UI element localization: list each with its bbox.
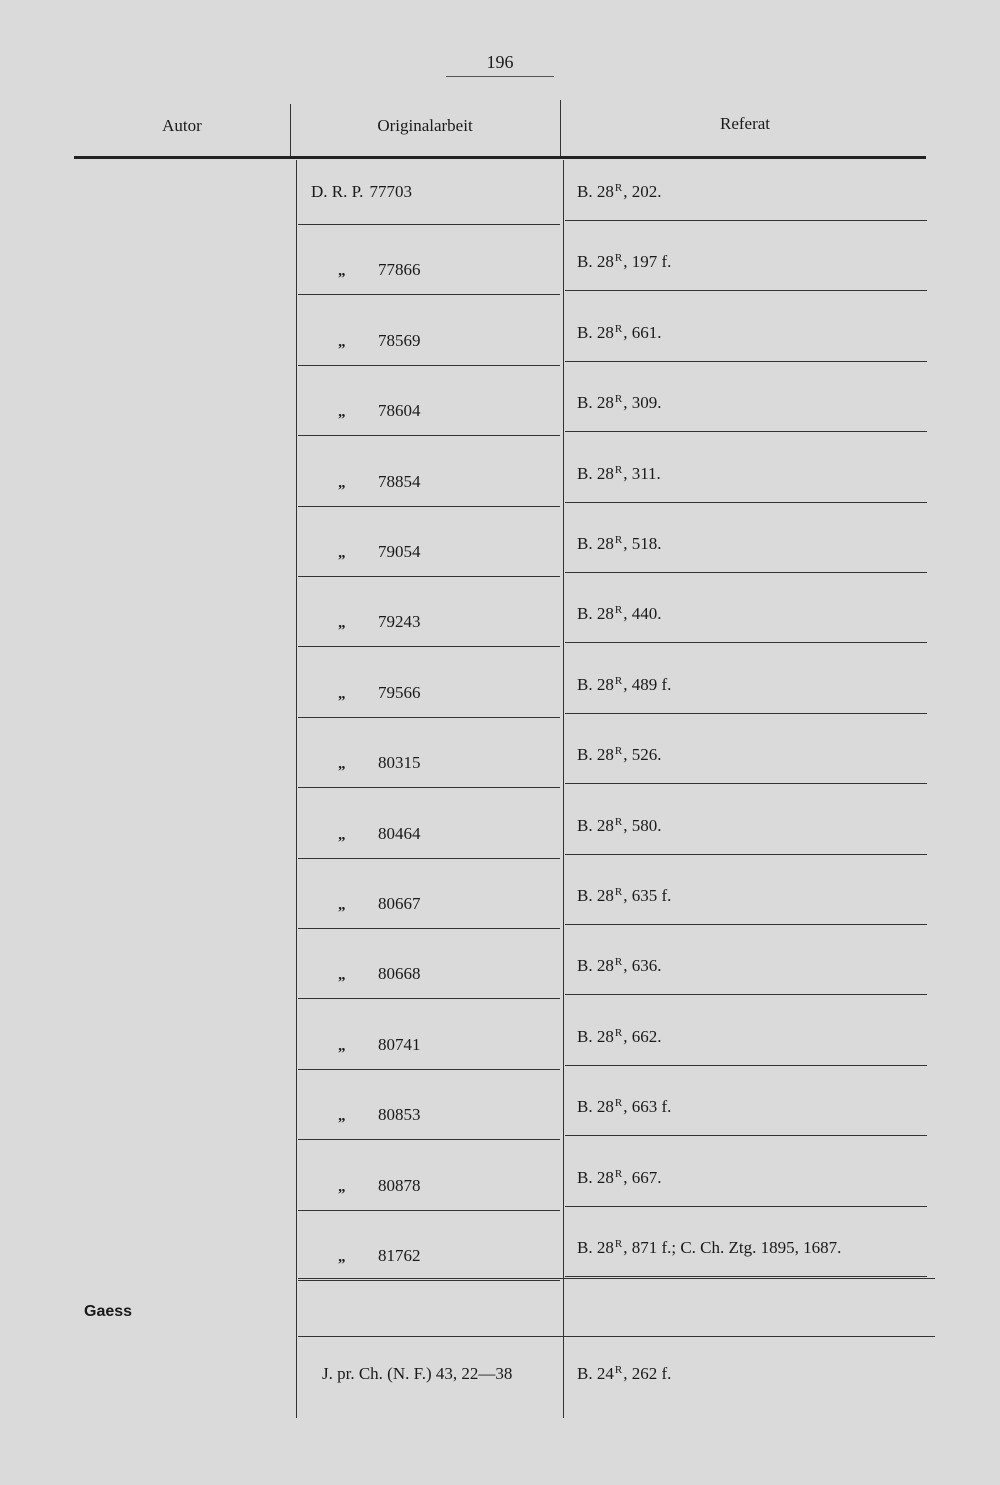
row-rule — [298, 576, 560, 577]
ref-superscript: R — [614, 1097, 623, 1109]
ref-prefix: B. 28 — [577, 252, 614, 271]
ref-rest: , 667. — [623, 1168, 662, 1187]
ref-rest: , 526. — [623, 745, 662, 764]
ref-superscript: R — [614, 1168, 623, 1180]
referat-cell — [577, 886, 671, 906]
referat-cell — [577, 745, 661, 765]
ref-prefix: B. 28 — [577, 1238, 614, 1257]
ditto-mark: „ — [338, 686, 346, 702]
ref-prefix: B. 28 — [577, 604, 614, 623]
referat-cell — [577, 1027, 661, 1047]
ref-rest: , 636. — [623, 956, 662, 975]
ref-rest: , 871 f.; C. Ch. Ztg. 1895, 1687. — [623, 1238, 842, 1257]
ref-rest: , 661. — [623, 323, 662, 342]
row-rule — [565, 572, 927, 573]
referat-cell — [577, 604, 661, 624]
column-separator — [563, 160, 564, 1418]
row-rule — [298, 224, 560, 225]
referat-cell — [577, 1097, 671, 1117]
row-rule — [565, 1276, 927, 1277]
patent-prefix: D. R. P. — [311, 182, 364, 201]
original-cell — [338, 401, 421, 421]
ref-prefix: B. 28 — [577, 393, 614, 412]
ref-superscript: R — [614, 604, 623, 616]
patent-number: 77866 — [378, 260, 421, 279]
ref-rest: , 440. — [623, 604, 662, 623]
referat-cell — [577, 675, 671, 695]
ditto-mark: „ — [338, 334, 346, 350]
row-rule — [298, 717, 560, 718]
ref-prefix: B. 28 — [577, 675, 614, 694]
referat-cell — [577, 182, 661, 202]
row-rule — [298, 1336, 935, 1337]
gaess-original: J. pr. Ch. (N. F.) 43, 22—38 — [322, 1364, 513, 1383]
ref-rest: , 663 f. — [623, 1097, 672, 1116]
row-rule — [298, 1069, 560, 1070]
ref-rest: , 262 f. — [623, 1364, 672, 1383]
ref-superscript: R — [614, 182, 623, 194]
ditto-mark: „ — [338, 1038, 346, 1054]
original-cell — [338, 964, 421, 984]
ditto-mark: „ — [338, 897, 346, 913]
row-rule — [298, 1278, 935, 1279]
patent-number: 78604 — [378, 401, 421, 420]
ditto-mark: „ — [338, 756, 346, 772]
ditto-mark: „ — [338, 1249, 346, 1265]
original-cell — [338, 824, 421, 844]
original-cell — [338, 612, 421, 632]
row-rule — [565, 713, 927, 714]
ref-superscript: R — [614, 1238, 623, 1250]
ditto-mark: „ — [338, 1179, 346, 1195]
ref-rest: , 202. — [623, 182, 662, 201]
row-rule — [565, 1206, 927, 1207]
row-rule — [298, 365, 560, 366]
referat-cell — [577, 534, 661, 554]
ref-superscript: R — [614, 956, 623, 968]
row-rule — [298, 294, 560, 295]
ref-prefix: B. 24 — [577, 1364, 614, 1383]
row-rule — [298, 858, 560, 859]
ref-rest: , 197 f. — [623, 252, 672, 271]
ref-superscript: R — [614, 1364, 623, 1376]
ref-superscript: R — [614, 393, 623, 405]
referat-cell — [577, 816, 661, 836]
row-rule — [565, 220, 927, 221]
ref-prefix: B. 28 — [577, 886, 614, 905]
ref-superscript: R — [614, 1027, 623, 1039]
original-cell — [338, 331, 421, 351]
patent-number: 80464 — [378, 824, 421, 843]
referat-cell — [577, 393, 661, 413]
row-rule — [298, 998, 560, 999]
referat-cell — [577, 1238, 841, 1258]
ref-rest: , 518. — [623, 534, 662, 553]
original-cell — [338, 894, 421, 914]
header-author: Autor — [162, 116, 202, 135]
referat-cell — [577, 464, 661, 484]
ref-prefix: B. 28 — [577, 323, 614, 342]
row-rule — [298, 506, 560, 507]
patent-number: 77703 — [369, 182, 412, 201]
ref-rest: , 311. — [623, 464, 661, 483]
ref-superscript: R — [614, 816, 623, 828]
author-gaess: Gaess — [84, 1303, 133, 1320]
row-rule — [298, 787, 560, 788]
patent-number: 80667 — [378, 894, 421, 913]
row-rule — [565, 431, 927, 432]
ref-rest: , 635 f. — [623, 886, 672, 905]
ref-prefix: B. 28 — [577, 956, 614, 975]
row-rule — [298, 1280, 560, 1281]
ref-prefix: B. 28 — [577, 182, 614, 201]
ref-superscript: R — [614, 675, 623, 687]
row-rule — [565, 642, 927, 643]
referat-cell — [577, 323, 661, 343]
header-rule — [74, 156, 926, 159]
column-separator — [296, 160, 297, 1418]
ditto-mark: „ — [338, 404, 346, 420]
ref-prefix: B. 28 — [577, 464, 614, 483]
patent-number: 80741 — [378, 1035, 421, 1054]
ditto-mark: „ — [338, 263, 346, 279]
ditto-mark: „ — [338, 967, 346, 983]
ref-prefix: B. 28 — [577, 1168, 614, 1187]
patent-number: 78854 — [378, 472, 421, 491]
row-rule — [565, 290, 927, 291]
row-rule — [565, 783, 927, 784]
column-separator — [290, 104, 291, 156]
ref-rest: , 580. — [623, 816, 662, 835]
ref-superscript: R — [614, 886, 623, 898]
header-referat: Referat — [719, 114, 771, 133]
original-cell — [338, 472, 421, 492]
row-rule — [565, 924, 927, 925]
page-number-rule — [446, 76, 554, 77]
original-cell — [311, 182, 412, 202]
original-cell — [338, 683, 421, 703]
ditto-mark: „ — [338, 545, 346, 561]
row-rule — [565, 361, 927, 362]
original-cell — [338, 1176, 421, 1196]
ditto-mark: „ — [338, 1108, 346, 1124]
row-rule — [565, 1065, 927, 1066]
page-number: 196 — [486, 52, 514, 72]
original-cell — [338, 542, 421, 562]
patent-number: 78569 — [378, 331, 421, 350]
patent-number: 80315 — [378, 753, 421, 772]
row-rule — [298, 646, 560, 647]
row-rule — [298, 1139, 560, 1140]
referat-cell — [577, 1168, 661, 1188]
ref-prefix: B. 28 — [577, 745, 614, 764]
patent-number: 79566 — [378, 683, 421, 702]
original-cell — [338, 1105, 421, 1125]
original-cell — [338, 753, 421, 773]
patent-number: 81762 — [378, 1246, 421, 1265]
ditto-mark: „ — [338, 827, 346, 843]
patent-number: 80668 — [378, 964, 421, 983]
row-rule — [565, 994, 927, 995]
patent-number: 80878 — [378, 1176, 421, 1195]
row-rule — [565, 854, 927, 855]
ref-superscript: R — [614, 534, 623, 546]
ref-prefix: B. 28 — [577, 1027, 614, 1046]
patent-number: 79243 — [378, 612, 421, 631]
row-rule — [298, 435, 560, 436]
row-rule — [565, 502, 927, 503]
header-original: Originalarbeit — [377, 116, 473, 135]
referat-cell — [577, 956, 661, 976]
ditto-mark: „ — [338, 615, 346, 631]
ref-prefix: B. 28 — [577, 534, 614, 553]
ditto-mark: „ — [338, 475, 346, 491]
referat-cell — [577, 252, 671, 272]
gaess-referat — [577, 1364, 671, 1384]
patent-number: 80853 — [378, 1105, 421, 1124]
ref-superscript: R — [614, 323, 623, 335]
ref-rest: , 662. — [623, 1027, 662, 1046]
ref-superscript: R — [614, 252, 623, 264]
ref-prefix: B. 28 — [577, 816, 614, 835]
column-separator — [560, 100, 561, 156]
original-cell — [338, 1035, 421, 1055]
patent-number: 79054 — [378, 542, 421, 561]
original-cell — [338, 1246, 421, 1266]
row-rule — [298, 928, 560, 929]
ref-prefix: B. 28 — [577, 1097, 614, 1116]
row-rule — [565, 1135, 927, 1136]
original-cell — [338, 260, 421, 280]
row-rule — [298, 1210, 560, 1211]
ref-rest: , 489 f. — [623, 675, 672, 694]
ref-superscript: R — [614, 745, 623, 757]
ref-rest: , 309. — [623, 393, 662, 412]
ref-superscript: R — [614, 464, 623, 476]
